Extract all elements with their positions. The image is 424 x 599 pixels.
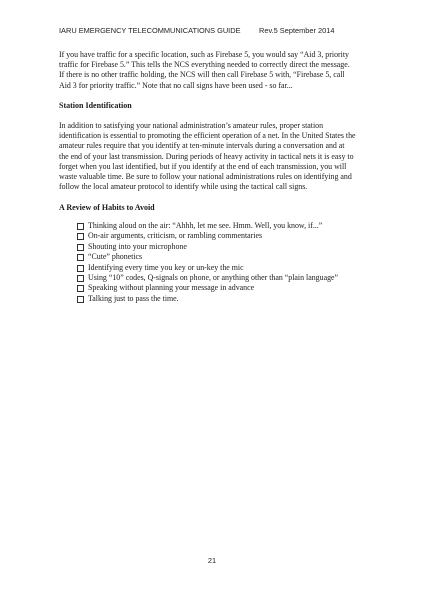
- station-identification-paragraph: In addition to satisfying your national administration’s amateur rules, proper station identification is essential to promoting the efficient operation of a net. In the United States the amateur rules require that you identify at ten-minute intervals during a conversation and at the end of your last transmission. During periods of heavy activity in tactical nets it is easy to forget when you last identified, but if you identify at the end of each transmission, you will waste valuable time. Be sure to follow your national administrations rules on identifying and follow the local amateur protocol to identify while using the tactical call signs.: [59, 121, 356, 192]
- checklist-item-label: Identifying every time you key or un-key the mic: [88, 262, 244, 272]
- checklist-item: [77, 294, 377, 304]
- habits-review-heading: A Review of Habits to Avoid: [59, 203, 155, 212]
- checklist-item: [77, 283, 377, 293]
- checklist-item: [77, 242, 377, 252]
- station-identification-heading: Station Identification: [59, 101, 132, 110]
- intro-paragraph: [59, 50, 371, 91]
- checkbox[interactable]: [77, 254, 84, 261]
- checklist-item-label: Speaking without planning your message in advance: [88, 283, 255, 293]
- checklist-item-label: On-air arguments, criticism, or rambling commentaries: [88, 231, 263, 241]
- checklist-item: [77, 221, 377, 231]
- checklist-item-label: “Cute” phonetics: [88, 252, 143, 262]
- checklist-item: [77, 231, 377, 241]
- checklist-item: [77, 263, 377, 273]
- page-number: 21: [207, 556, 217, 565]
- habits-checklist: [77, 221, 377, 304]
- checklist-item-label: Thinking aloud on the air: “Ahhh, let me see. Hmm. Well, you know, if...”: [88, 221, 323, 230]
- checklist-item: [77, 252, 377, 262]
- header-revision: Rev.5 September 2014: [259, 26, 335, 35]
- checklist-item-label: Shouting into your microphone: [88, 241, 187, 251]
- checkbox[interactable]: [77, 223, 84, 230]
- station-identification-body: [59, 121, 371, 192]
- station-identification-section: [59, 101, 371, 111]
- header-title: IARU EMERGENCY TELECOMMUNICATIONS GUIDE: [59, 26, 241, 35]
- checkbox[interactable]: [77, 285, 84, 292]
- checklist-item-label: Talking just to pass the time.: [88, 293, 179, 303]
- checklist-item-label: Using “10” codes, Q-signals on phone, or anything other than “plain language”: [88, 273, 339, 283]
- checklist-item: [77, 273, 377, 283]
- checkbox[interactable]: [77, 275, 84, 282]
- checkbox[interactable]: [77, 233, 84, 240]
- checkbox[interactable]: [77, 265, 84, 272]
- checkbox[interactable]: [77, 244, 84, 251]
- checkbox[interactable]: [77, 296, 84, 303]
- habits-review-section: [59, 203, 371, 213]
- intro-paragraph-text: If you have traffic for a specific location, such as Firebase 5, you would say “Aid 3, priority traffic for Firebase 5.” This tells the NCS everything needed to correctly direct the message. If there is no other traffic holding, the NCS will then call Firebase 5 with, “Firebase 5, call Aid 3 for priority traffic.” Note that no call signs have been used - so far...: [59, 50, 350, 90]
